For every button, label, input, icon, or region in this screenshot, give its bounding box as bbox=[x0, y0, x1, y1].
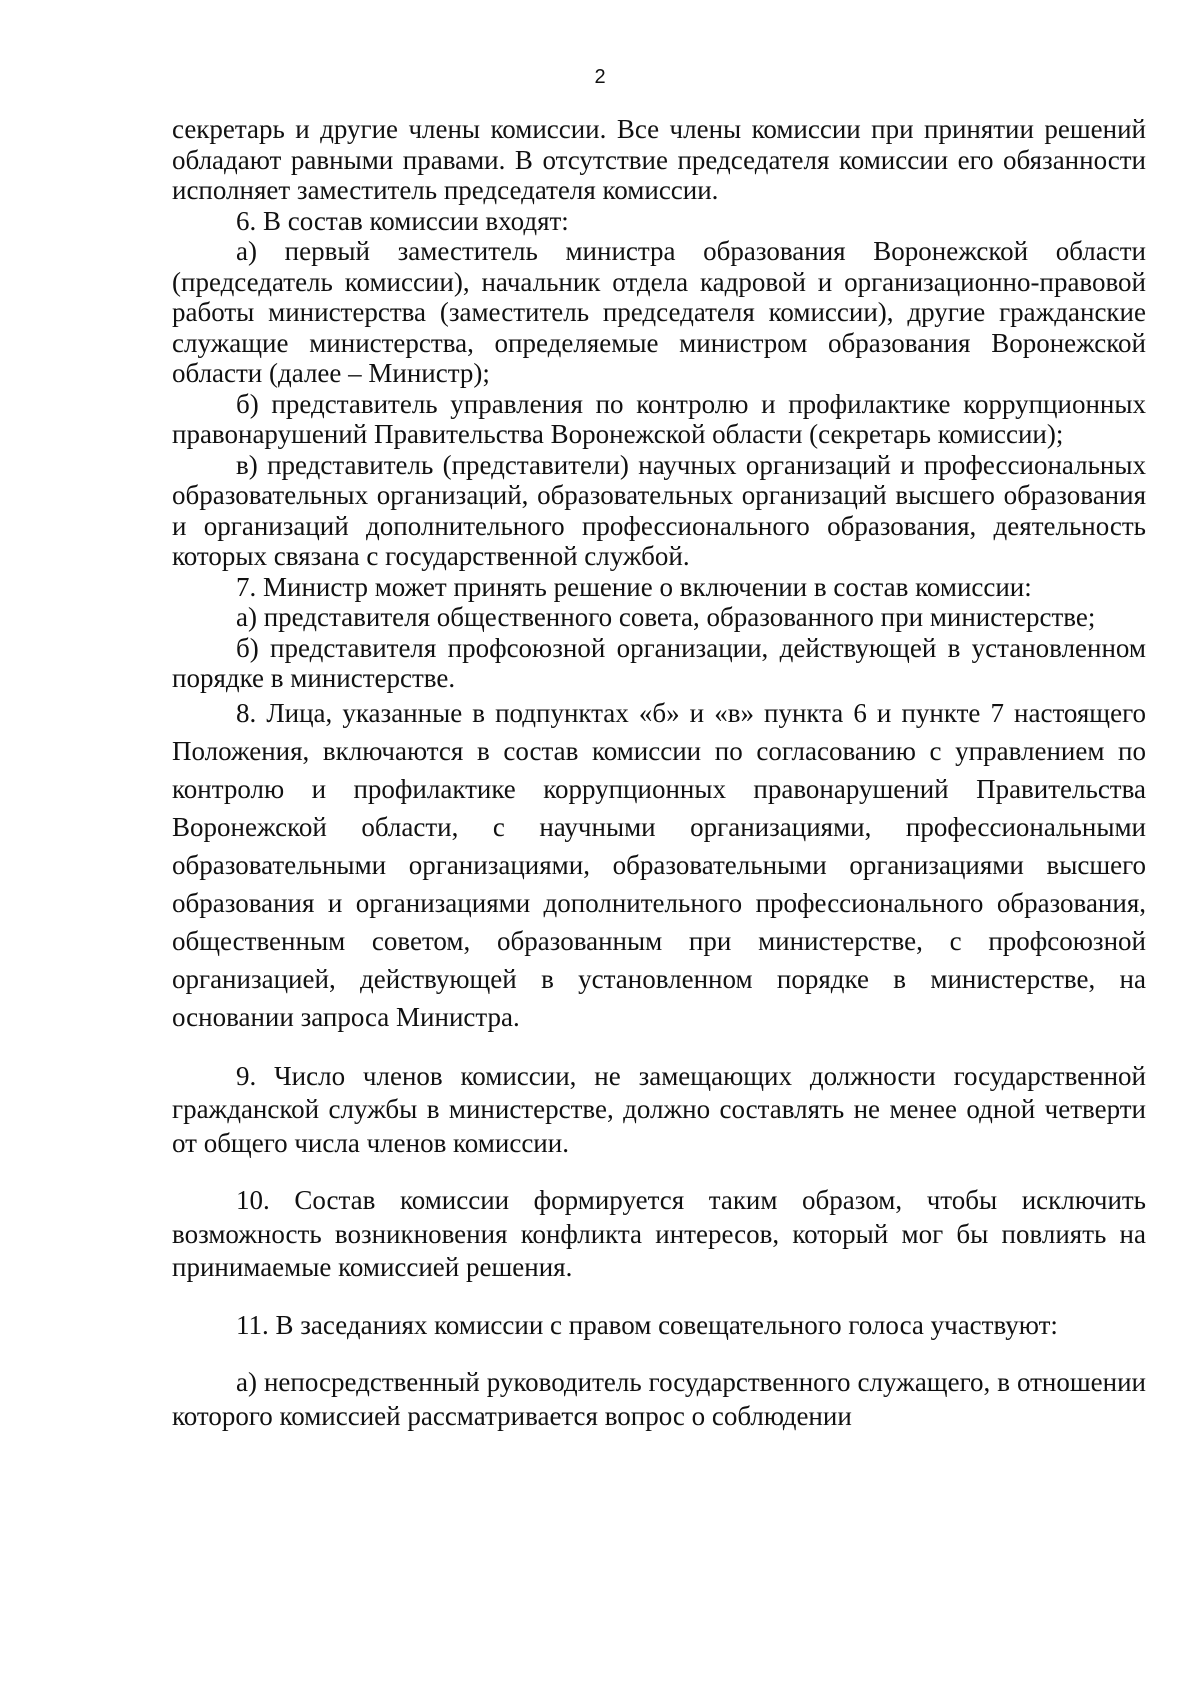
document-body bbox=[172, 114, 1146, 1433]
paragraph-6-v: в) представитель (представители) научных организаций и профессиональных образовательных организаций, образовательных организаций высшего образования и организаций дополнительного профессионального образования, деятельность которых связана с государственной службой. bbox=[172, 449, 1146, 571]
paragraph-9: 9. Число членов комиссии, не замещающих должности государственной гражданской службы в министерстве, должно составлять не менее одной четверти от общего числа членов комиссии. bbox=[172, 1060, 1146, 1158]
page-number: 2 bbox=[594, 66, 606, 88]
paragraph-8: 8. Лица, указанные в подпунктах «б» и «в» пункта 6 и пункте 7 настоящего Положения, включаются в состав комиссии по согласованию с управлением по контролю и профилактике коррупционных правонарушений Правительства Воронежской области, с научными организациями, профессиональными образовательными организациями, образовательными организациями высшего образования и организациями дополнительного профессионального образования, общественным советом, образованным при министерстве, с профсоюзной организацией, действующей в установленном порядке в министерстве, на основании запроса Министра. bbox=[172, 697, 1146, 1032]
paragraph-11-heading: 11. В заседаниях комиссии с правом совещательного голоса участвуют: bbox=[236, 1309, 1058, 1340]
paragraph-6-b: б) представитель управления по контролю и профилактике коррупционных правонарушений Правительства Воронежской области (секретарь комиссии); bbox=[172, 388, 1146, 449]
paragraph-6-heading: 6. В состав комиссии входят: bbox=[236, 205, 569, 236]
paragraph-6-a: а) первый заместитель министра образования Воронежской области (председатель комиссии), начальник отдела кадровой и организационно-правовой работы министерства (заместитель председателя комиссии), другие гражданские служащие министерства, определяемые министром образования Воронежской области (далее – Министр); bbox=[172, 236, 1146, 388]
paragraph-5-continuation: секретарь и другие члены комиссии. Все члены комиссии при принятии решений обладают равными правами. В отсутствие председателя комиссии его обязанности исполняет заместитель председателя комиссии. bbox=[172, 114, 1146, 205]
paragraph-11-a: а) непосредственный руководитель государственного служащего, в отношении которого комиссией рассматривается вопрос о соблюдении bbox=[172, 1367, 1146, 1431]
paragraph-10: 10. Состав комиссии формируется таким образом, чтобы исключить возможность возникновения конфликта интересов, который мог бы повлиять на принимаемые комиссией решения. bbox=[172, 1185, 1146, 1282]
paragraph-7-heading: 7. Министр может принять решение о включении в состав комиссии: bbox=[236, 571, 1032, 602]
paragraph-7-b: б) представителя профсоюзной организации, действующей в установленном порядке в министерстве. bbox=[172, 632, 1146, 693]
paragraph-7-a: а) представителя общественного совета, образованного при министерстве; bbox=[236, 602, 1096, 632]
